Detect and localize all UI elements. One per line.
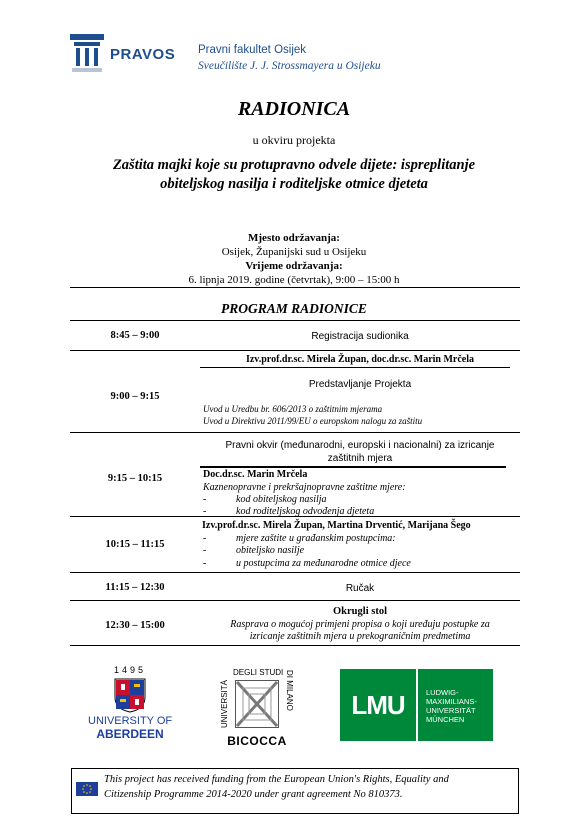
bicocca-emblem-icon (235, 680, 279, 728)
bullet-icon: - (203, 494, 207, 505)
row-text: Rasprava o mogućoj primjeni propisa o koji uređuju postupke za (230, 619, 490, 630)
row-time: 8:45 – 9:00 (110, 330, 160, 341)
row-bullet: u postupcima za međunarodne otmice djece (236, 558, 411, 569)
bullet-icon: - (203, 533, 207, 544)
aberdeen-crest-icon (113, 677, 147, 713)
funding-line: Citizenship Programme 2014-2020 under grant agreement No 810373. (104, 789, 403, 800)
project-title-line: Zaštita majki koje su protupravno odvele dijete: ispreplitanje (112, 157, 476, 173)
bullet-icon: - (203, 558, 207, 569)
row-bullet: mjere zaštite u građanskim postupcima: (236, 533, 396, 544)
row-time: 10:15 – 11:15 (105, 539, 165, 550)
bullet-icon: - (203, 545, 207, 556)
row-bullet: kod roditeljskog odvođenja djeteta (236, 506, 375, 517)
lmu-name-line: UNIVERSITÄT (426, 706, 476, 715)
divider (70, 432, 520, 433)
lmu-name-line: LUDWIG- (426, 688, 459, 697)
funding-line: This project has received funding from the European Union's Rights, Equality and (104, 774, 449, 785)
row-bullet: kod obiteljskog nasilja (236, 494, 327, 505)
lmu-name-line: MÜNCHEN (426, 715, 465, 724)
aberdeen-line1: UNIVERSITY OF (88, 715, 173, 727)
row-speakers: Izv.prof.dr.sc. Mirela Župan, Martina Drventić, Marijana Šego (202, 520, 471, 531)
row-text: izricanje zaštitnih mjera u prekograničnim predmetima (249, 631, 471, 642)
time-value: 6. lipnja 2019. godine (četvrtak), 9:00 – 15:00 h (188, 274, 400, 286)
lmu-name-line: MAXIMILIANS- (426, 697, 477, 706)
bicocca-logo (220, 668, 294, 752)
row-bullet: obiteljsko nasilje (236, 545, 305, 556)
project-title-line: obiteljskog nasilja i roditeljske otmice djeteta (160, 176, 428, 192)
pravos-logo-icon (68, 34, 108, 74)
row-title: Predstavljanje Projekta (308, 379, 412, 390)
row-title-line: zaštitnih mjera (327, 452, 393, 464)
row-time: 11:15 – 12:30 (105, 582, 165, 593)
lmu-logo-mark (340, 669, 416, 741)
divider (200, 466, 506, 468)
row-speaker: Doc.dr.sc. Marin Mrčela (203, 469, 308, 480)
funding-statement (104, 772, 514, 802)
row-title: Okrugli stol (333, 606, 387, 617)
divider (70, 350, 520, 351)
row-item: Uvod u Direktivu 2011/99/EU o europskom nalogu za zaštitu (203, 416, 423, 426)
aberdeen-logo (88, 665, 172, 750)
row-title-line: Pravni okvir (međunarodni, europski i nacionalni) za izricanje (225, 440, 495, 451)
university-name: Sveučilište J. J. Strossmayera u Osijeku (198, 60, 381, 72)
row-time: 9:15 – 10:15 (107, 473, 163, 484)
page-title: RADIONICA (237, 98, 351, 120)
eu-flag-icon (76, 782, 98, 796)
row-title (200, 440, 520, 465)
bicocca-right-text: DI MILANO (285, 670, 294, 711)
aberdeen-line2: ABERDEEN (96, 727, 164, 741)
bicocca-top-text: DEGLI STUDI (233, 668, 284, 677)
divider (200, 367, 510, 368)
divider (70, 287, 520, 288)
program-heading: PROGRAM RADIONICE (221, 301, 367, 316)
row-speakers: Izv.prof.dr.sc. Mirela Župan, doc.dr.sc. Marin Mrčela (245, 354, 475, 365)
row-subtitle: Kaznenopravne i prekršajnopravne zaštitne mjere: (203, 482, 406, 493)
page-subtitle: u okviru projekta (252, 133, 336, 147)
place-value: Osijek, Županijski sud u Osijeku (221, 246, 367, 258)
lmu-short-text: LMU (351, 690, 405, 720)
place-label: Mjesto održavanja: (248, 232, 340, 244)
time-label: Vrijeme održavanja: (245, 260, 343, 272)
venue-info (0, 231, 588, 287)
divider (70, 645, 520, 646)
divider (70, 572, 520, 573)
project-title (0, 156, 588, 194)
bullet-icon: - (203, 506, 207, 517)
row-time: 9:00 – 9:15 (110, 391, 160, 402)
bicocca-bottom-text: BICOCCA (227, 734, 287, 748)
divider (70, 600, 520, 601)
faculty-name: Pravni fakultet Osijek (198, 44, 307, 56)
aberdeen-year: 1495 (113, 665, 147, 675)
row-text: Ručak (345, 583, 375, 594)
row-text: Registracija sudionika (311, 331, 409, 342)
divider (70, 320, 520, 321)
pravos-logo-text: PRAVOS (110, 46, 176, 63)
bicocca-left-text: UNIVERSITÀ (220, 679, 229, 728)
row-item: Uvod u Uredbu br. 606/2013 o zaštitnim mjerama (203, 404, 383, 414)
divider (70, 516, 520, 517)
lmu-logo-name (418, 669, 493, 741)
row-time: 12:30 – 15:00 (105, 620, 165, 631)
